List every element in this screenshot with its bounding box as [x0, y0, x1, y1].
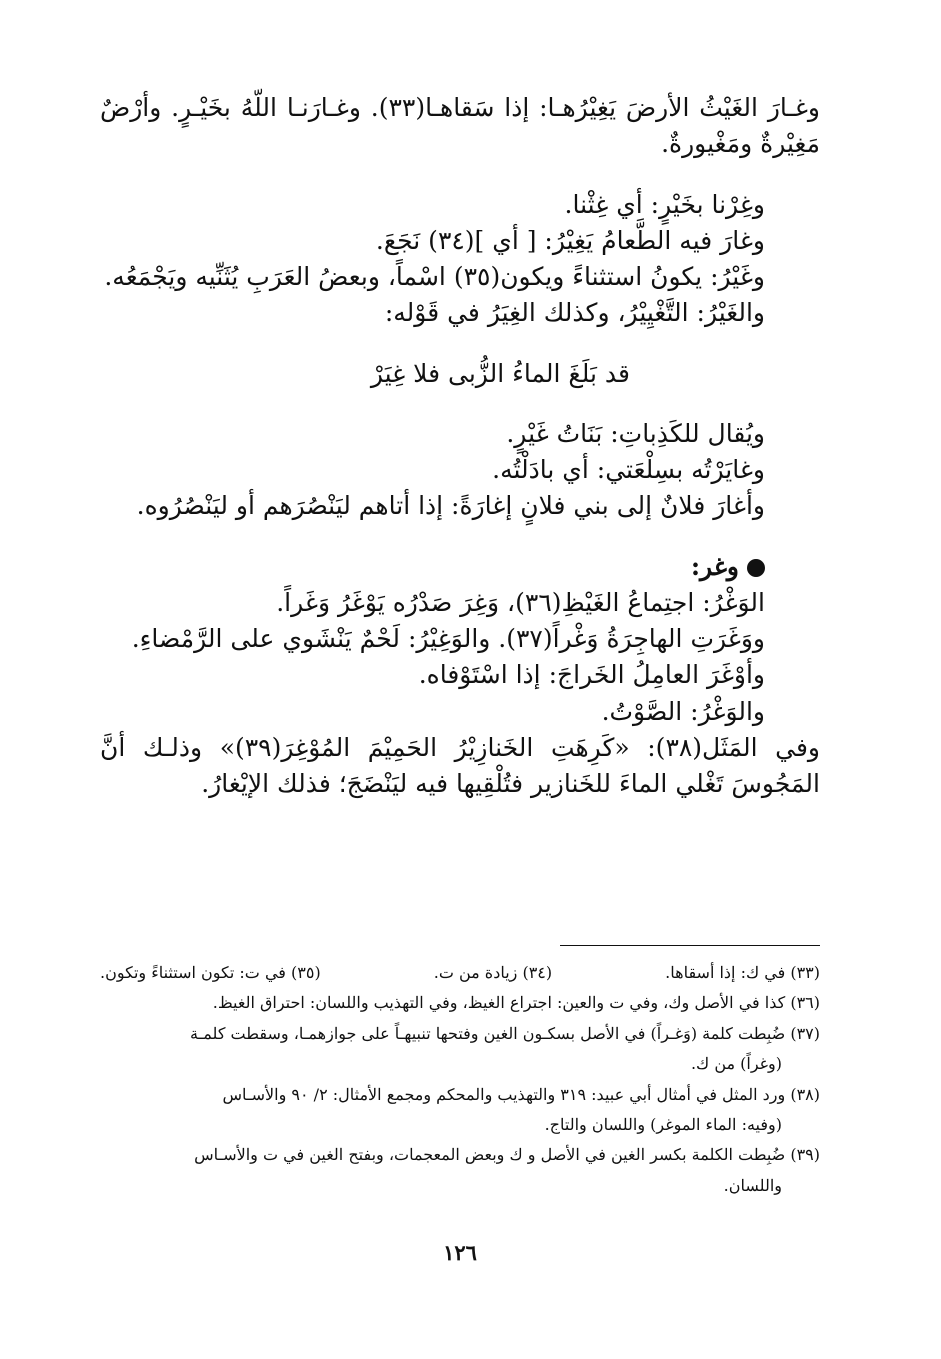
proverb-paragraph: وفي المَثَل(٣٨): «كَرِهَتِ الخَنازِيْرُ الحَمِيْمَ المُوْغِرَ(٣٩)» وذلـك أنَّ المَجُوسَ تَغْلي الماءَ للخَنازير فتُلْقِيها فيه ليَنْضَجَ؛ فذلك الإيْغارُ.	[100, 732, 820, 798]
text-line: ويُقال للكَذِباتِ: بَنَاتُ غَيْرٍ.	[506, 418, 765, 448]
page-number: ١٢٦	[443, 1240, 477, 1265]
entry-heading-label: وغر:	[690, 551, 739, 581]
footnote-divider	[560, 945, 820, 946]
footnote-35: (٣٥) في ت: تكون استثناءً وتكون.	[100, 963, 321, 982]
footnote-38-continued: (وفيه: الماء الموغر) واللسان والتاج.	[544, 1114, 782, 1134]
bullet-icon	[747, 559, 765, 577]
footnote-33: (٣٣) في ك: إذا أسقاها.	[665, 963, 820, 982]
footnote-39: (٣٩) ضُبِطت الكلمة بكسر الغين في الأصل و ك وبعض المعجمات، وبفتح الغين في ت والأسـاس	[194, 1145, 820, 1165]
text-line: الوَغْرُ: اجتِماعُ الغَيْظِ(٣٦)، وَغِرَ صَدْرُه يَوْغَرُ وَغَراً.	[276, 587, 765, 617]
footnote-38: (٣٨) ورد المثل في أمثال أبي عبيد: ٣١٩ والتهذيب والمحكم ومجمع الأمثال: ٢/ ٩٠ والأسـاس	[222, 1084, 820, 1104]
footnote-34: (٣٤) زيادة من ت.	[433, 963, 553, 982]
main-text	[100, 90, 820, 802]
text-line: وغارَ فيه الطَّعامُ يَغِيْرُ: [ أي ](٣٤) نَجَعَ.	[375, 225, 765, 255]
text-line: وغِرْنا بخَيْرٍ: أي غِثْنا.	[564, 189, 765, 219]
page	[100, 90, 820, 1265]
text-line: وغَيْرُ: يكونُ استثناءً ويكون(٣٥) اسْماً، وبعضُ العَرَبِ يُثَنِّيه ويَجْمَعُه.	[104, 262, 765, 291]
footnote-39-continued: واللسان.	[723, 1175, 782, 1195]
text-line: والغَيْرُ: التَّغْيِيْرُ، وكذلك الغِيَرُ في قَوْله:	[384, 298, 765, 328]
footnote-row	[100, 960, 820, 986]
entry-heading	[100, 549, 820, 585]
text-line: وأوْغَرَ العامِلُ الخَراجَ: إذا اسْتَوْفاه.	[418, 660, 765, 690]
poetry-verse: قد بَلَغَ الماءُ الزُّبى فلا غِيَرْ	[370, 358, 630, 388]
text-line: وغايَرْتُه بسِلْعَتي: أي بادَلْتُه.	[492, 455, 765, 484]
footnotes	[100, 960, 820, 1203]
footnote-36: (٣٦) كذا في الأصل وك، وفي ت والعين: اجتراع الغيظ، وفي التهذيب واللسان: احتراق الغيظ.	[212, 993, 820, 1013]
text-line: ووَغَرَتِ الهاجِرَةُ وَغْراً(٣٧). والوَغِيْرُ: لَحْمٌ يَنْشَوي على الرَّمْضاءِ.	[131, 624, 765, 653]
footnote-37: (٣٧) ضُبِطت كلمة (وَغـراً) في الأصل بسكـون الغين وفتحها تنبيهـاً على جوازهمـا، وسقطت كلمـة	[190, 1023, 820, 1043]
text-line: والوَغْرُ: الصَّوْتُ.	[601, 696, 765, 726]
text-line: وأغارَ فلانٌ إلى بني فلانٍ إغارَةً: إذا أتاهم ليَنْصُرَهم أو ليَنْصُرُوه.	[136, 491, 765, 521]
footnote-37-continued: (وغراً) من ك.	[690, 1054, 782, 1074]
intro-paragraph: وغـارَ الغَيْثُ الأرضَ يَغِيْرُهـا: إذا سَقاهـا(٣٣). وغـارَنـا اللّهُ بخَيْـرٍ. وأرْضٌ مَغِيْرةٌ ومَغْيورةٌ.	[100, 93, 820, 159]
